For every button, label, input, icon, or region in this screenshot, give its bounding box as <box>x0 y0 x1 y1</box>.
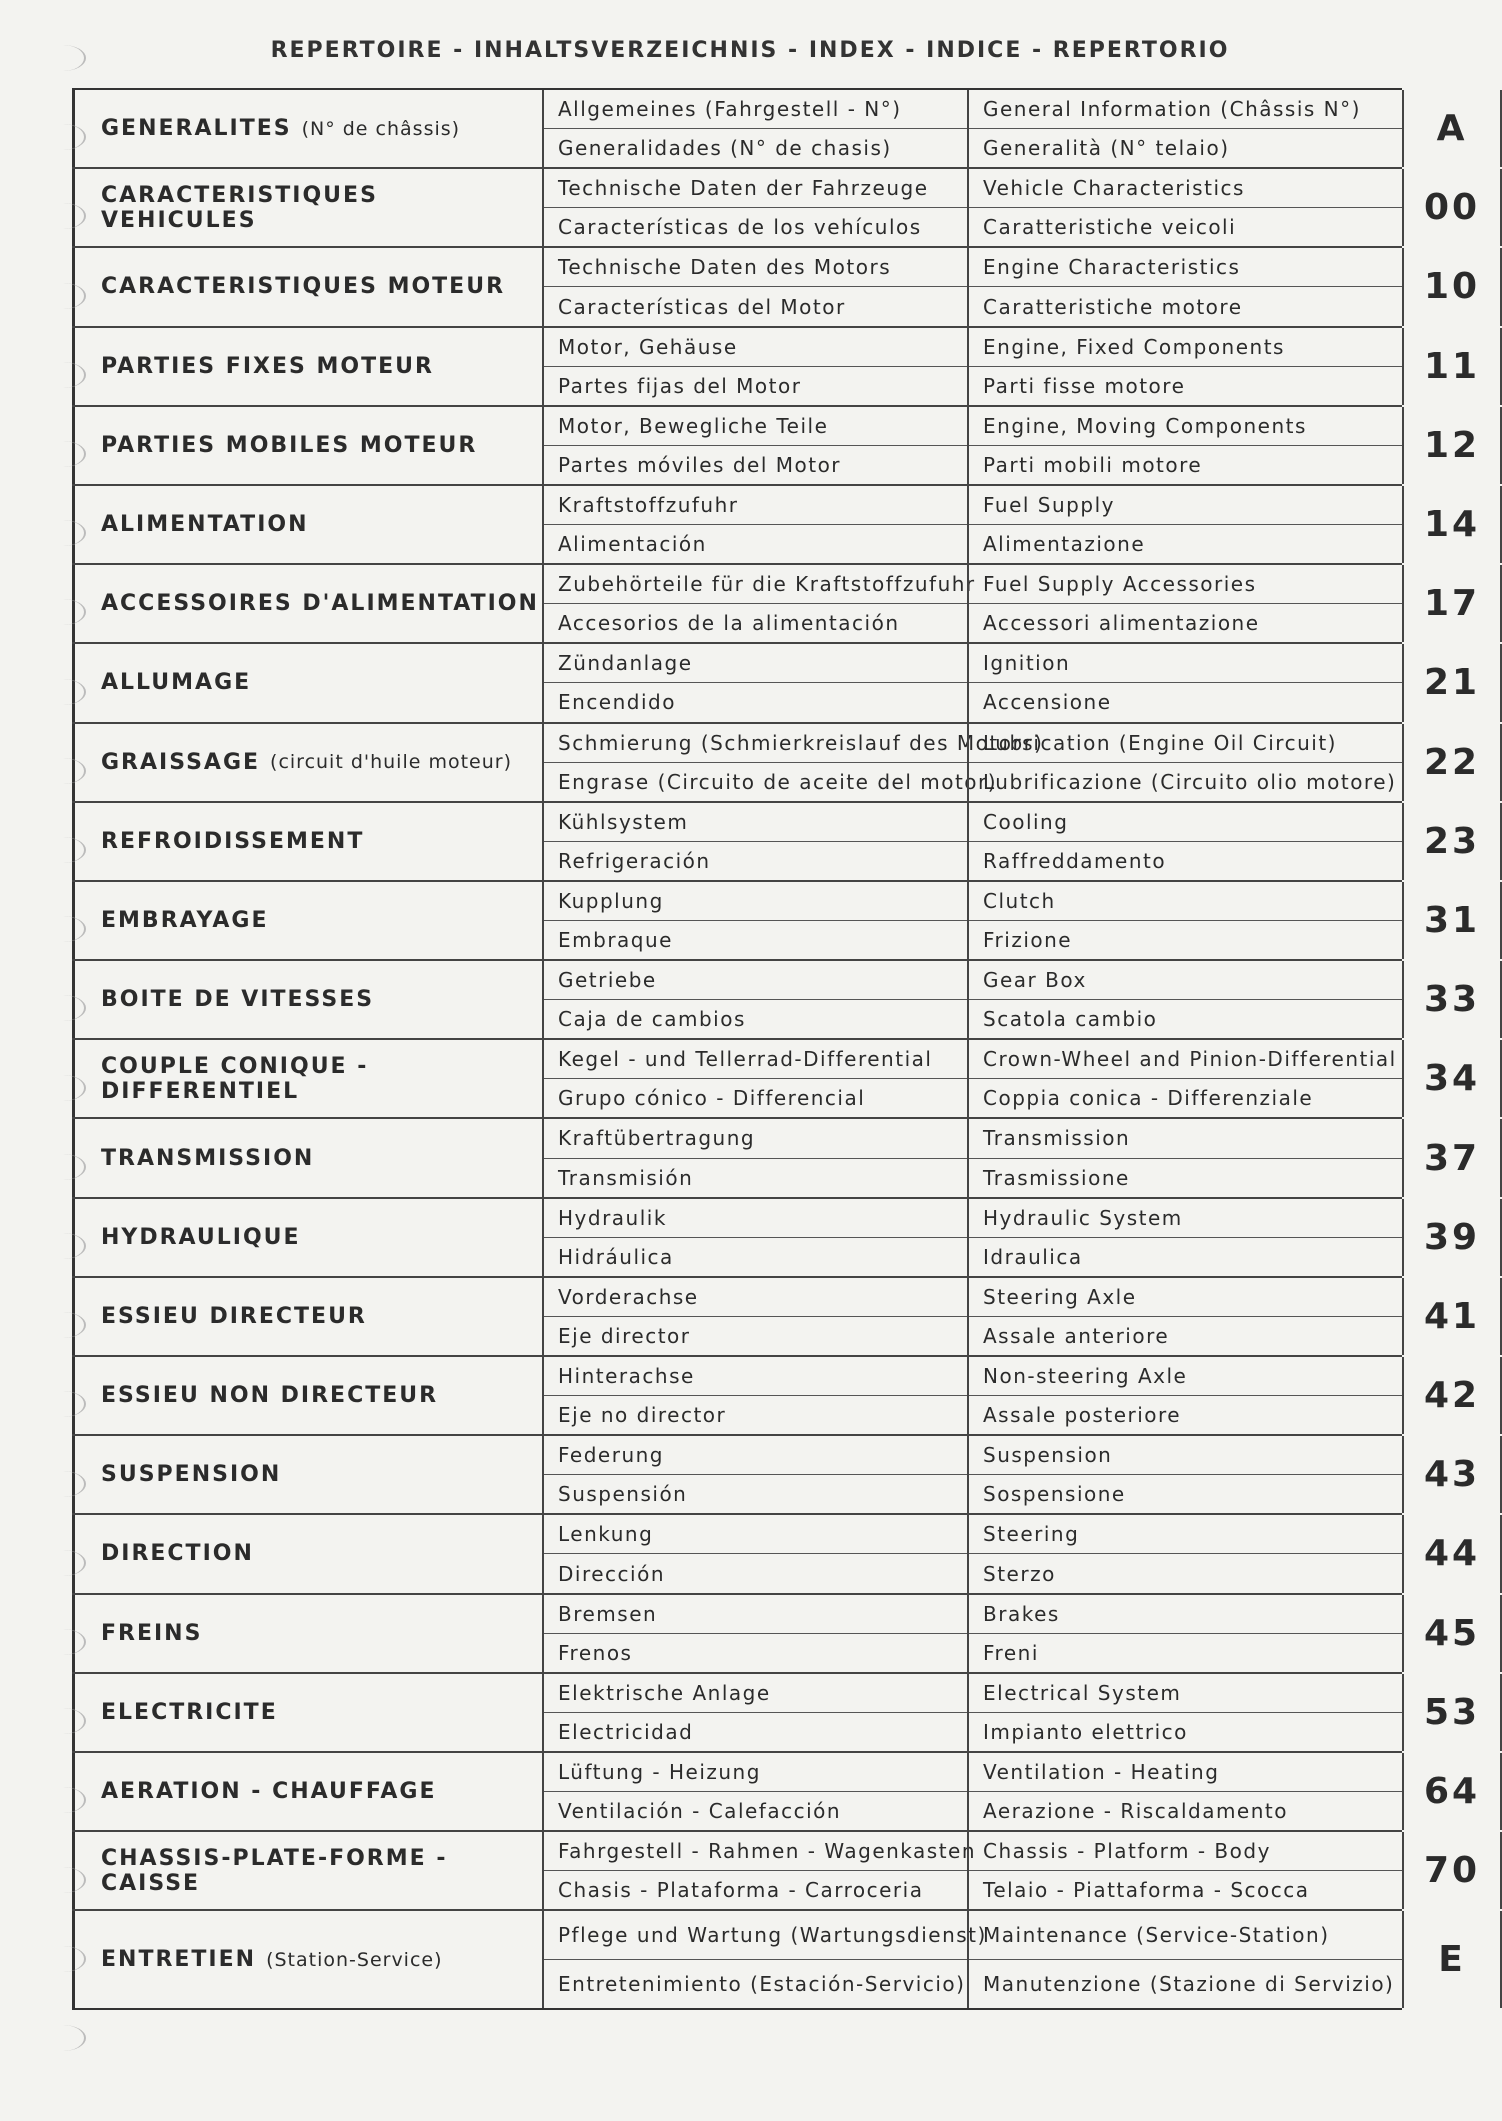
index-table <box>72 88 1481 2010</box>
translation-cell <box>542 565 976 642</box>
section-german: Motor, Bewegliche Teile <box>544 407 967 446</box>
section-spanish: Características del Motor <box>558 294 846 319</box>
translation-cell <box>967 1199 1402 1276</box>
section-italian: Trasmissione <box>983 1165 1130 1190</box>
section-french-sublabel: (circuit d'huile moteur) <box>270 751 513 774</box>
section-german: Lenkung <box>544 1515 967 1554</box>
binding-mark <box>40 1946 86 1972</box>
index-row <box>72 1753 1481 1832</box>
index-row <box>72 328 1481 407</box>
index-row <box>72 1119 1481 1198</box>
section-english: Clutch <box>969 882 1402 921</box>
section-spanish: Caja de cambios <box>558 1007 746 1032</box>
translation-cell <box>542 1357 967 1434</box>
section-code: 10 <box>1402 248 1502 325</box>
binding-mark <box>40 362 86 388</box>
section-english: Transmission <box>969 1119 1402 1158</box>
section-french-label: ESSIEU DIRECTEUR <box>101 1303 367 1329</box>
section-german: Kegel - und Tellerrad-Differential <box>544 1040 967 1079</box>
section-english: Gear Box <box>969 961 1402 1000</box>
translation-cell <box>542 644 967 721</box>
section-french-label: PARTIES MOBILES MOTEUR <box>101 432 478 458</box>
section-french <box>72 1119 542 1196</box>
translation-cell <box>542 1832 977 1909</box>
section-code: 11 <box>1402 328 1502 405</box>
section-code: A <box>1402 90 1502 167</box>
section-french <box>72 1040 542 1117</box>
section-french <box>72 1515 542 1592</box>
translation-cell <box>967 803 1402 880</box>
translation-cell <box>542 248 967 325</box>
section-french <box>72 486 542 563</box>
translation-cell <box>967 1436 1402 1513</box>
index-row <box>72 169 1481 248</box>
translation-cell <box>542 1040 967 1117</box>
binding-mark <box>40 2025 86 2051</box>
section-french <box>72 248 542 325</box>
section-spanish: Ventilación - Calefacción <box>558 1799 842 1824</box>
section-spanish: Eje no director <box>558 1403 727 1428</box>
section-english: Engine Characteristics <box>969 248 1402 287</box>
section-german: Schmierung (Schmierkreislauf des Motors) <box>544 724 967 763</box>
section-spanish: Alimentación <box>558 532 707 557</box>
section-code: 21 <box>1402 644 1502 721</box>
index-row <box>72 724 1481 803</box>
section-german: Zubehörteile für die Kraftstoffzufuhr <box>544 565 967 604</box>
translation-cell <box>967 1278 1402 1355</box>
section-italian: Accensione <box>983 690 1112 715</box>
translation-cell <box>542 882 967 959</box>
translation-cell <box>542 1119 967 1196</box>
section-spanish: Generalidades (N° de chasis) <box>558 136 892 161</box>
section-spanish: Partes fijas del Motor <box>558 373 802 398</box>
section-german: Kraftübertragung <box>544 1119 967 1158</box>
section-french <box>72 1911 542 2008</box>
index-row <box>72 1515 1481 1594</box>
translation-cell <box>967 1753 1402 1830</box>
section-french-label: ALLUMAGE <box>101 670 252 696</box>
section-spanish: Encendido <box>558 690 676 715</box>
section-english: Fuel Supply <box>969 486 1402 525</box>
section-english: General Information (Châssis N°) <box>969 90 1402 129</box>
section-code: 17 <box>1402 565 1502 642</box>
section-italian: Scatola cambio <box>983 1007 1158 1032</box>
translation-cell <box>967 1595 1402 1672</box>
index-row <box>72 407 1481 486</box>
index-row <box>72 644 1481 723</box>
section-french <box>72 1199 542 1276</box>
section-french <box>72 1832 542 1909</box>
section-french-label: ESSIEU NON DIRECTEUR <box>101 1383 439 1409</box>
index-row <box>72 486 1481 565</box>
translation-cell <box>542 407 967 484</box>
translation-cell <box>542 486 967 563</box>
section-spanish: Partes móviles del Motor <box>558 452 842 477</box>
index-row <box>72 1357 1481 1436</box>
section-english: Vehicle Characteristics <box>969 169 1402 208</box>
section-english: Non-steering Axle <box>969 1357 1402 1396</box>
translation-cell <box>967 407 1402 484</box>
section-code: 12 <box>1402 407 1502 484</box>
section-french-label: SUSPENSION <box>101 1462 282 1488</box>
section-code: 37 <box>1402 1119 1502 1196</box>
section-french <box>72 565 542 642</box>
section-english: Maintenance (Service-Station) <box>969 1911 1402 1960</box>
section-italian: Assale anteriore <box>983 1323 1170 1348</box>
section-german: Kupplung <box>544 882 967 921</box>
binding-mark <box>40 758 86 784</box>
section-french <box>72 1278 542 1355</box>
binding-mark <box>40 916 86 942</box>
section-french-label: CARACTERISTIQUES MOTEUR <box>101 274 506 300</box>
section-code: E <box>1402 1911 1502 2008</box>
index-row <box>72 1674 1481 1753</box>
translation-cell <box>967 565 1402 642</box>
section-french-label: FREINS <box>101 1620 203 1646</box>
section-spanish: Transmisión <box>558 1165 694 1190</box>
translation-cell <box>542 1515 967 1592</box>
binding-mark <box>40 1550 86 1576</box>
section-code: 39 <box>1402 1199 1502 1276</box>
section-code: 00 <box>1402 169 1502 246</box>
section-code: 34 <box>1402 1040 1502 1117</box>
translation-cell <box>542 961 967 1038</box>
translation-cell <box>967 1911 1402 2008</box>
translation-cell <box>967 1832 1402 1909</box>
index-row <box>72 1832 1481 1911</box>
section-italian: Caratteristiche motore <box>983 294 1243 319</box>
section-code: 42 <box>1402 1357 1502 1434</box>
section-spanish: Grupo cónico - Differencial <box>558 1086 866 1111</box>
section-french <box>72 90 542 167</box>
section-code: 44 <box>1402 1515 1502 1592</box>
section-italian: Telaio - Piattaforma - Scocca <box>983 1878 1310 1903</box>
section-german: Pflege und Wartung (Wartungsdienst) <box>544 1911 967 1960</box>
section-english: Lubrication (Engine Oil Circuit) <box>969 724 1402 763</box>
section-german: Hydraulik <box>544 1199 967 1238</box>
translation-cell <box>542 724 1044 801</box>
section-code: 45 <box>1402 1595 1502 1672</box>
section-english: Ignition <box>969 644 1402 683</box>
section-german: Elektrische Anlage <box>544 1674 967 1713</box>
section-english: Engine, Moving Components <box>969 407 1402 446</box>
translation-cell <box>967 169 1402 246</box>
section-german: Vorderachse <box>544 1278 967 1317</box>
section-code: 23 <box>1402 803 1502 880</box>
index-row <box>72 1436 1481 1515</box>
section-german: Motor, Gehäuse <box>544 328 967 367</box>
binding-mark <box>40 45 86 71</box>
binding-mark <box>40 1629 86 1655</box>
index-row <box>72 882 1481 961</box>
section-spanish: Suspensión <box>558 1482 688 1507</box>
translation-cell <box>542 1674 967 1751</box>
index-row <box>72 90 1468 169</box>
section-english: Steering <box>969 1515 1402 1554</box>
section-italian: Parti mobili motore <box>983 452 1203 477</box>
section-italian: Assale posteriore <box>983 1403 1182 1428</box>
section-german: Federung <box>544 1436 967 1475</box>
translation-cell <box>967 1357 1402 1434</box>
section-italian: Frizione <box>983 928 1073 953</box>
section-english: Hydraulic System <box>969 1199 1402 1238</box>
section-french-label: PARTIES FIXES MOTEUR <box>101 353 434 379</box>
section-english: Engine, Fixed Components <box>969 328 1402 367</box>
translation-cell <box>542 90 967 167</box>
translation-cell <box>542 1436 967 1513</box>
binding-mark <box>40 679 86 705</box>
section-french-label: ELECTRICITE <box>101 1699 278 1725</box>
index-row <box>72 565 1481 644</box>
translation-cell <box>542 328 967 405</box>
index-row <box>72 1911 1466 2008</box>
section-german: Fahrgestell - Rahmen - Wagenkasten <box>544 1832 967 1871</box>
translation-cell <box>967 1674 1402 1751</box>
translation-cell <box>967 1040 1402 1117</box>
section-italian: Parti fisse motore <box>983 373 1186 398</box>
binding-mark <box>40 1075 86 1101</box>
index-row <box>72 1040 1481 1119</box>
section-french-label: COUPLE CONIQUE - DIFFERENTIEL <box>101 1053 369 1104</box>
translation-cell <box>542 1753 967 1830</box>
translation-cell <box>967 328 1402 405</box>
section-spanish: Hidráulica <box>558 1244 674 1269</box>
section-spanish: Engrase (Circuito de aceite del motor) <box>558 769 998 794</box>
section-spanish: Accesorios de la alimentación <box>558 611 900 636</box>
section-french <box>72 407 542 484</box>
section-code: 64 <box>1402 1753 1502 1830</box>
section-french-label: BOITE DE VITESSES <box>101 987 375 1013</box>
section-italian: Manutenzione (Stazione di Servizio) <box>983 1972 1395 1997</box>
section-italian: Sterzo <box>983 1561 1056 1586</box>
translation-cell <box>542 1911 987 2008</box>
section-code: 53 <box>1402 1674 1502 1751</box>
binding-mark <box>40 1708 86 1734</box>
translation-cell <box>967 1515 1402 1592</box>
translation-cell <box>542 1278 967 1355</box>
section-spanish: Eje director <box>558 1323 691 1348</box>
section-spanish: Entretenimiento (Estación-Servicio) <box>558 1972 966 1997</box>
index-row <box>72 1278 1481 1357</box>
translation-cell <box>967 1119 1402 1196</box>
section-english: Ventilation - Heating <box>969 1753 1402 1792</box>
section-code: 22 <box>1402 724 1502 801</box>
section-english: Fuel Supply Accessories <box>969 565 1402 604</box>
section-french-label: AERATION - CHAUFFAGE <box>101 1779 437 1805</box>
binding-mark <box>40 441 86 467</box>
section-french-label: EMBRAYAGE <box>101 907 269 933</box>
binding-mark <box>40 837 86 863</box>
section-german: Kraftstoffzufuhr <box>544 486 967 525</box>
index-row <box>72 248 1481 327</box>
section-english: Brakes <box>969 1595 1402 1634</box>
binding-mark <box>40 1233 86 1259</box>
section-code: 31 <box>1402 882 1502 959</box>
translation-cell <box>967 644 1402 721</box>
section-french <box>72 961 542 1038</box>
section-german: Lüftung - Heizung <box>544 1753 967 1792</box>
section-french <box>72 644 542 721</box>
section-spanish: Características de los vehículos <box>558 215 922 240</box>
section-french-label: CARACTERISTIQUES VEHICULES <box>101 182 378 233</box>
section-english: Electrical System <box>969 1674 1402 1713</box>
section-french-label: CHASSIS-PLATE-FORME - CAISSE <box>101 1845 448 1896</box>
section-french <box>72 169 542 246</box>
section-french-label: REFROIDISSEMENT <box>101 828 365 854</box>
binding-mark <box>40 1154 86 1180</box>
section-italian: Caratteristiche veicoli <box>983 215 1237 240</box>
section-english: Chassis - Platform - Body <box>969 1832 1402 1871</box>
section-french-label: TRANSMISSION <box>101 1145 315 1171</box>
section-code: 41 <box>1402 1278 1502 1355</box>
translation-cell <box>542 803 967 880</box>
translation-cell <box>967 961 1402 1038</box>
section-italian: Generalità (N° telaio) <box>983 136 1230 161</box>
section-english: Steering Axle <box>969 1278 1402 1317</box>
section-french <box>72 724 542 801</box>
section-german: Technische Daten der Fahrzeuge <box>544 169 967 208</box>
index-row <box>72 803 1481 882</box>
section-french-label: ACCESSOIRES D'ALIMENTATION <box>101 591 539 617</box>
section-french <box>72 882 542 959</box>
section-french <box>72 328 542 405</box>
binding-mark <box>40 124 86 150</box>
section-french-label: ALIMENTATION <box>101 512 309 538</box>
section-code: 14 <box>1402 486 1502 563</box>
section-spanish: Electricidad <box>558 1719 694 1744</box>
section-italian: Accessori alimentazione <box>983 611 1260 636</box>
section-italian: Idraulica <box>983 1244 1083 1269</box>
section-german: Kühlsystem <box>544 803 967 842</box>
section-code: 33 <box>1402 961 1502 1038</box>
section-italian: Freni <box>983 1640 1039 1665</box>
binding-mark <box>40 283 86 309</box>
section-italian: Aerazione - Riscaldamento <box>983 1799 1288 1824</box>
translation-cell <box>967 90 1402 167</box>
section-spanish: Embraque <box>558 928 673 953</box>
translation-cell <box>542 1199 967 1276</box>
section-french-sublabel: (Station-Service) <box>266 1948 443 1971</box>
translation-cell <box>967 248 1402 325</box>
section-code: 70 <box>1402 1832 1502 1909</box>
section-spanish: Refrigeración <box>558 848 711 873</box>
section-french-sublabel: (N° de châssis) <box>301 117 461 140</box>
section-italian: Coppia conica - Differenziale <box>983 1086 1314 1111</box>
section-french <box>72 1674 542 1751</box>
section-english: Suspension <box>969 1436 1402 1475</box>
section-german: Bremsen <box>544 1595 967 1634</box>
section-english: Cooling <box>969 803 1402 842</box>
section-german: Allgemeines (Fahrgestell - N°) <box>544 90 967 129</box>
section-spanish: Frenos <box>558 1640 633 1665</box>
section-italian: Impianto elettrico <box>983 1719 1188 1744</box>
section-french <box>72 1753 542 1830</box>
section-italian: Lubrificazione (Circuito olio motore) <box>983 769 1397 794</box>
section-german: Getriebe <box>544 961 967 1000</box>
translation-cell <box>967 882 1402 959</box>
binding-mark <box>40 1867 86 1893</box>
section-german: Zündanlage <box>544 644 967 683</box>
binding-mark <box>40 520 86 546</box>
section-spanish: Dirección <box>558 1561 666 1586</box>
section-german: Hinterachse <box>544 1357 967 1396</box>
translation-cell <box>542 169 967 246</box>
section-french <box>72 1436 542 1513</box>
index-row <box>72 1595 1481 1674</box>
section-french <box>72 1595 542 1672</box>
translation-cell <box>967 486 1402 563</box>
section-italian: Raffreddamento <box>983 848 1167 873</box>
section-french-label: HYDRAULIQUE <box>101 1224 301 1250</box>
translation-cell <box>967 724 1402 801</box>
translation-cell <box>542 1595 967 1672</box>
page-title: REPERTOIRE - INHALTSVERZEICHNIS - INDEX - INDICE - REPERTORIO <box>270 38 1230 63</box>
section-code: 43 <box>1402 1436 1502 1513</box>
index-row <box>72 1199 1481 1278</box>
section-french <box>72 1357 542 1434</box>
section-french-label: ENTRETIEN <box>101 1947 257 1973</box>
section-spanish: Chasis - Plataforma - Carroceria <box>558 1878 924 1903</box>
section-french-label: GRAISSAGE <box>101 749 261 775</box>
section-italian: Alimentazione <box>983 532 1146 557</box>
section-french-label: DIRECTION <box>101 1541 254 1567</box>
section-italian: Sospensione <box>983 1482 1126 1507</box>
binding-mark <box>40 1312 86 1338</box>
section-french <box>72 803 542 880</box>
section-german: Technische Daten des Motors <box>544 248 967 287</box>
binding-mark <box>40 1471 86 1497</box>
section-french-label: GENERALITES <box>101 116 292 142</box>
section-english: Crown-Wheel and Pinion-Differential <box>969 1040 1402 1079</box>
index-row <box>72 961 1481 1040</box>
